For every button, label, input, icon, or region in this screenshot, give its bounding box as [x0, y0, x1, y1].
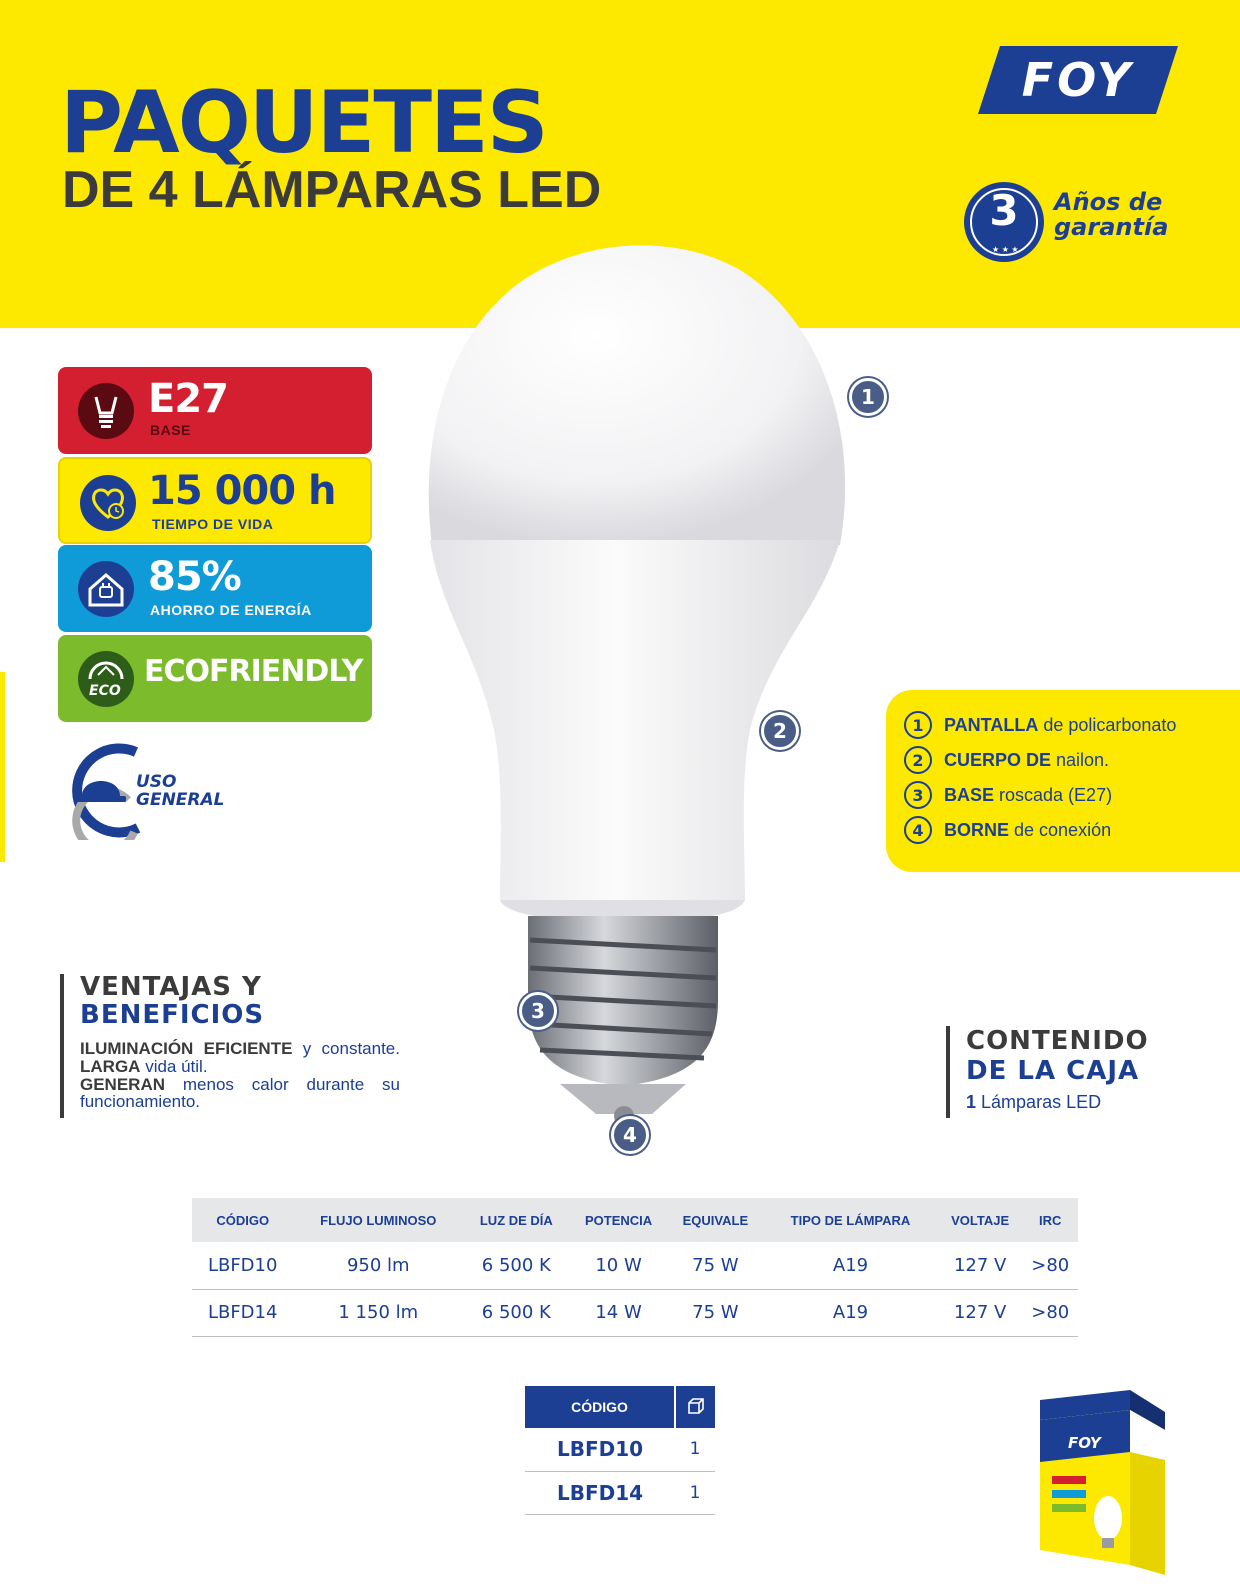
svg-text:FOY: FOY [1068, 1434, 1101, 1452]
feature-lifetime [58, 457, 372, 544]
usage-label: USO GENERAL [136, 772, 225, 810]
benefit-line: LARGA vida útil. [80, 1057, 208, 1076]
box-contents-title: CONTENIDO [966, 1026, 1149, 1056]
callout-3: 3 [519, 992, 557, 1030]
heart-clock-icon [78, 473, 138, 533]
warranty-years: 3 [989, 186, 1019, 235]
feature-base [58, 367, 372, 454]
svg-text:ECO: ECO [89, 683, 121, 699]
table-row: LBFD14 1 [525, 1471, 715, 1514]
part-number: 1 [904, 711, 932, 739]
part-item: 4 BORNE de conexión [904, 815, 1111, 845]
benefit-line: ILUMINACIÓN EFICIENTE y constante. [80, 1039, 400, 1058]
feature-lifetime-label: TIEMPO DE VIDA [152, 516, 274, 532]
benefits-title-highlight: BENEFICIOS [80, 1000, 265, 1030]
spec-table [192, 1198, 1078, 1337]
left-accent-bar [0, 672, 5, 862]
part-item: 1 PANTALLA de policarbonato [904, 710, 1176, 740]
box-header-row [525, 1386, 715, 1428]
feature-base-value: E27 [148, 376, 228, 422]
part-number: 4 [904, 816, 932, 844]
feature-eco [58, 635, 372, 722]
table-row: LBFD10 950 lm 6 500 K 10 W 75 W A19 127 V >80 [192, 1242, 1078, 1289]
spec-col-header: LUZ DE DÍA [463, 1198, 569, 1242]
part-number: 2 [904, 746, 932, 774]
usage-badge [58, 740, 238, 840]
callout-2: 2 [761, 712, 799, 750]
warranty-badge [962, 180, 1192, 264]
brand-logo [978, 46, 1178, 114]
spec-col-header: EQUIVALE [668, 1198, 764, 1242]
feature-savings-label: AHORRO DE ENERGÍA [150, 602, 312, 618]
eco-icon [76, 649, 136, 709]
feature-lifetime-value: 15 000 h [148, 468, 336, 514]
spec-col-header: CÓDIGO [192, 1198, 293, 1242]
house-plug-icon [76, 559, 136, 619]
box-contents-item: 1 Lámparas LED [966, 1092, 1102, 1112]
part-item: 3 BASE roscada (E27) [904, 780, 1112, 810]
page-subtitle: DE 4 LÁMPARAS LED [62, 161, 602, 219]
box-code-header: CÓDIGO [525, 1386, 675, 1428]
parts-legend [886, 690, 1240, 872]
spec-col-header: IRC [1022, 1198, 1078, 1242]
spec-col-header: TIPO DE LÁMPARA [763, 1198, 938, 1242]
feature-eco-value: ECOFRIENDLY [144, 654, 363, 689]
benefit-line: GENERAN menos calor durante su [80, 1075, 400, 1094]
benefit-line: funcionamiento. [80, 1092, 201, 1111]
bulb-base-icon [76, 381, 136, 441]
spec-header-row [192, 1198, 1078, 1242]
part-number: 3 [904, 781, 932, 809]
box-quantity-table [525, 1386, 715, 1515]
bulb-illustration [400, 210, 870, 1150]
feature-savings-value: 85% [148, 554, 241, 600]
callout-1: 1 [849, 378, 887, 416]
box-contents-title-highlight: DE LA CAJA [966, 1056, 1140, 1086]
spec-col-header: FLUJO LUMINOSO [293, 1198, 463, 1242]
box-contents-section [946, 1026, 1186, 1118]
benefits-section [60, 974, 400, 1118]
warranty-label: Años de garantía [1054, 188, 1169, 242]
svg-text:★ ★ ★: ★ ★ ★ [992, 245, 1019, 254]
callout-4: 4 [611, 1116, 649, 1154]
spec-col-header: POTENCIA [570, 1198, 668, 1242]
box-qty-header [675, 1386, 715, 1428]
page-title: PAQUETES [60, 73, 547, 173]
feature-savings [58, 545, 372, 632]
part-item: 2 CUERPO DE nailon. [904, 745, 1109, 775]
hard-hat-icon [58, 740, 148, 840]
brand-name: FOY [1021, 53, 1135, 107]
spec-col-header: VOLTAJE [938, 1198, 1023, 1242]
box-icon [686, 1396, 706, 1416]
benefits-title: VENTAJAS Y [80, 972, 262, 1002]
table-row: LBFD14 1 150 lm 6 500 K 14 W 75 W A19 127 V >80 [192, 1289, 1078, 1336]
product-package-image [1030, 1390, 1180, 1575]
table-row: LBFD10 1 [525, 1428, 715, 1471]
feature-base-label: BASE [150, 422, 191, 438]
